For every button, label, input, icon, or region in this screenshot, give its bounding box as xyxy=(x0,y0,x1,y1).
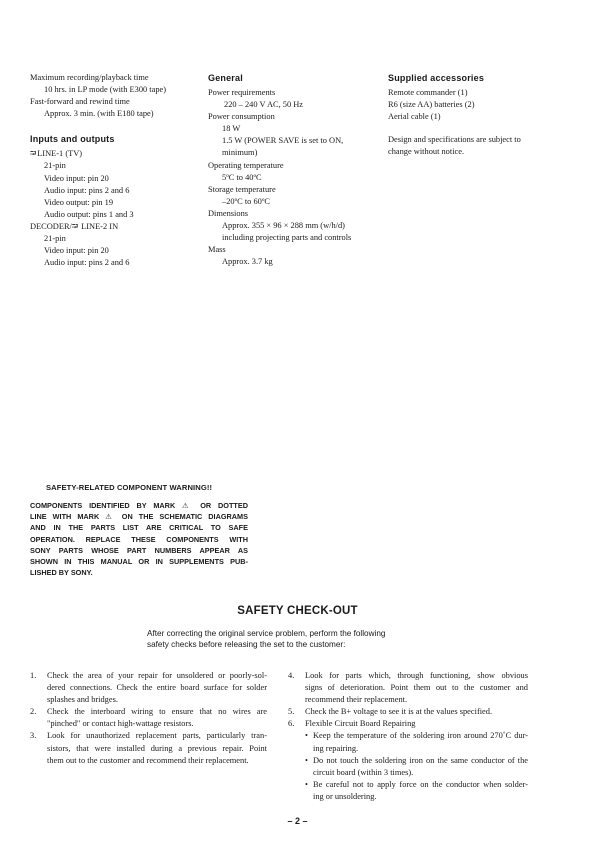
accessory-item: R6 (size AA) batteries (2) xyxy=(388,100,475,110)
line2-prefix: DECODER/ xyxy=(30,221,72,231)
check-item-line: Flexible Circuit Board Repairing xyxy=(305,719,416,729)
check-item-number: 2. xyxy=(30,707,37,717)
safety-check-title: SAFETY CHECK-OUT xyxy=(237,605,358,617)
line1-pin-item: Video output: pin 19 xyxy=(44,197,114,207)
accessories-column xyxy=(388,72,568,158)
general-spec-line: Power requirements xyxy=(208,88,276,97)
safety-check-list-right xyxy=(288,670,528,803)
bullet-dot-icon: • xyxy=(305,779,308,789)
line1-pin-item: Video input: pin 20 xyxy=(44,173,109,183)
check-item-line: recommend their replacement. xyxy=(305,695,408,705)
general-spec-line: Operating temperature xyxy=(208,160,284,170)
bullet-line: Do not touch the soldering iron on the same conductor of the xyxy=(313,755,528,765)
line1-pin-item: Audio output: pins 1 and 3 xyxy=(44,209,134,219)
specs-left-column xyxy=(30,72,200,269)
spec-line: Maximum recording/playback time xyxy=(30,73,149,82)
check-item xyxy=(30,706,267,730)
line2-pin-list xyxy=(30,233,200,269)
safety-check-intro xyxy=(147,628,385,650)
warning-line: SONY PARTS WHOSE PART NUMBERS APPEAR AS xyxy=(30,545,248,555)
general-spec-line: including projecting parts and controls xyxy=(222,233,352,243)
safety-warning-text xyxy=(30,500,248,578)
warning-line: COMPONENTS IDENTIFIED BY MARK ⚠ OR DOTTED xyxy=(30,501,248,510)
bullet-item xyxy=(305,755,528,779)
line1-pin-item: 21-pin xyxy=(44,161,66,171)
bullet-line: ing repairing. xyxy=(313,743,359,753)
recording-specs xyxy=(30,72,200,120)
specification-note xyxy=(388,134,568,158)
check-item-line: Check the interboard wiring to ensure that no wires are xyxy=(47,707,267,717)
general-spec-line: 18 W xyxy=(222,124,241,134)
bullet-line: circuit board (within 3 times). xyxy=(313,767,414,777)
check-item-line: dered connections. Check the entire board surface for solder xyxy=(47,683,267,693)
check-item-line: them out to the customer and recommend their replacement. xyxy=(47,755,249,765)
inputs-outputs-heading: Inputs and outputs xyxy=(30,134,115,145)
line1-label: LINE-1 (TV) xyxy=(37,149,83,159)
accessory-item: Aerial cable (1) xyxy=(388,112,441,122)
note-line: change without notice. xyxy=(388,147,465,157)
check-item xyxy=(30,730,267,766)
general-heading: General xyxy=(208,73,243,83)
line2-pin-item: Video input: pin 20 xyxy=(44,246,109,256)
general-spec-line: –20ºC to 60ºC xyxy=(222,196,271,206)
general-spec-line: Mass xyxy=(208,245,226,255)
page-number: – 2 – xyxy=(287,816,308,826)
check-item-number: 5. xyxy=(288,707,295,717)
bullet-item xyxy=(305,779,528,803)
check-item-line: "pinched" or contact high-wattage resistors. xyxy=(47,719,194,729)
check-item xyxy=(288,706,528,718)
warning-line: LISHED BY SONY. xyxy=(30,568,93,578)
bullet-line: ing or unsoldering. xyxy=(313,791,377,801)
general-spec-line: Power consumption xyxy=(208,112,275,122)
bullet-line: Be careful not to apply force on the conductor when solder- xyxy=(313,779,528,789)
warning-line: SHOWN IN THIS MANUAL OR IN SUPPLEMENTS PUB- xyxy=(30,557,248,567)
line2-pin-item: Audio input: pins 2 and 6 xyxy=(44,258,130,268)
general-spec-line: Dimensions xyxy=(208,208,249,218)
check-item-line: Check the B+ voltage to see it is at the values specified. xyxy=(305,707,493,717)
general-spec-line: 5ºC to 40ºC xyxy=(222,172,262,182)
spec-line: 10 hrs. in LP mode (with E300 tape) xyxy=(44,85,167,95)
check-item-line: splashes and bridges. xyxy=(47,695,118,705)
spec-line: Approx. 3 min. (with E180 tape) xyxy=(44,109,154,119)
warning-line: AND IN THE PARTS LIST ARE CRITICAL TO SAFE xyxy=(30,523,248,533)
general-spec-line: Approx. 3.7 kg xyxy=(222,257,273,267)
line1-pin-item: Audio input: pins 2 and 6 xyxy=(44,185,130,195)
accessories-list xyxy=(388,87,568,123)
general-spec-line: 1.5 W (POWER SAVE is set to ON, xyxy=(222,136,344,146)
general-spec-list xyxy=(208,87,378,268)
check-item xyxy=(288,670,528,706)
bullet-dot-icon: • xyxy=(305,731,308,741)
input-output-arrow-icon: ⮒ xyxy=(30,149,37,159)
safety-check-list-left xyxy=(30,670,267,767)
intro-line: After correcting the original service problem, perform the following xyxy=(147,629,386,638)
accessory-item: Remote commander (1) xyxy=(388,88,468,97)
check-item-number: 4. xyxy=(288,671,295,680)
line2-pin-item: 21-pin xyxy=(44,234,66,244)
line2-row xyxy=(30,221,200,233)
bullet-dot-icon: • xyxy=(305,755,308,765)
spec-line: Fast-forward and rewind time xyxy=(30,97,130,107)
check-item-number: 3. xyxy=(30,731,37,741)
general-spec-line: Storage temperature xyxy=(208,184,276,194)
check-item-line: signs of deterioration. Point them out to the customer and xyxy=(305,683,528,693)
check-item xyxy=(288,718,528,730)
general-spec-line: Approx. 355 × 96 × 288 mm (w/h/d) xyxy=(222,221,345,231)
check-item-number: 6. xyxy=(288,719,295,729)
bullet-line: Keep the temperature of the soldering iron around 270˚C dur- xyxy=(313,731,528,741)
intro-line: safety checks before releasing the set to the customer: xyxy=(147,640,346,649)
check-item-line: sistors, that were installed during a previous repair. Point xyxy=(47,743,267,753)
safety-warning-title: SAFETY-RELATED COMPONENT WARNING!! xyxy=(46,483,213,492)
line2-label: LINE-2 IN xyxy=(81,221,119,231)
right-items xyxy=(288,670,528,730)
check-item xyxy=(30,670,267,706)
general-spec-line: 220 – 240 V AC, 50 Hz xyxy=(224,100,304,110)
bullet-item xyxy=(305,730,528,754)
line1-pin-list xyxy=(30,160,200,220)
note-line: Design and specifications are subject to xyxy=(388,135,521,145)
input-arrow-icon: ⮒ xyxy=(71,221,79,231)
line1-row xyxy=(30,148,200,160)
general-spec-line: minimum) xyxy=(222,148,258,158)
warning-line: OPERATION. REPLACE THESE COMPONENTS WITH xyxy=(30,534,248,544)
warning-line: LINE WITH MARK ⚠ ON THE SCHEMATIC DIAGRAMS xyxy=(30,512,248,522)
check-item-number: 1. xyxy=(30,671,37,680)
general-column xyxy=(208,72,378,268)
flexible-board-bullets xyxy=(288,730,528,803)
accessories-heading: Supplied accessories xyxy=(388,73,485,83)
check-item-line: Look for parts which, through functioning, show obvious xyxy=(305,671,528,680)
check-item-line: Check the area of your repair for unsoldered or poorly-sol- xyxy=(47,671,267,680)
check-item-line: Look for unauthorized replacement parts, particularly tran- xyxy=(47,731,267,741)
